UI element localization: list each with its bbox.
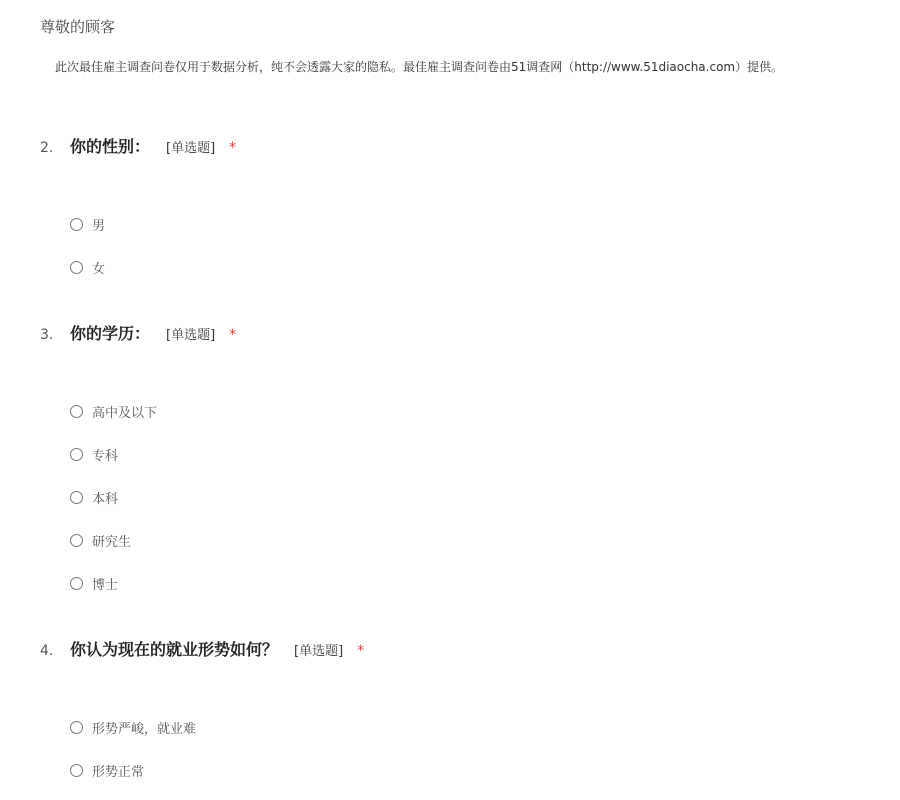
option-junior-college[interactable] <box>70 433 236 476</box>
option-label[interactable]: 专科 <box>92 449 119 464</box>
radio-button[interactable] <box>70 534 83 547</box>
required-marker: * <box>229 140 237 156</box>
radio-button[interactable] <box>70 721 83 734</box>
option-list <box>70 203 236 289</box>
question-title: 你认为现在的就业形势如何？ <box>70 640 279 659</box>
question-type-label: [单选题] <box>294 644 344 659</box>
option-female[interactable] <box>70 246 236 289</box>
intro-text: 此次最佳雇主调查问卷仅用于数据分析，纯不会透露大家的隐私。最佳雇主调查问卷由51调查网（http://www.51diaocha.com）提供。 <box>55 60 784 74</box>
radio-button[interactable] <box>70 577 83 590</box>
question-header <box>40 134 236 158</box>
question-gender <box>40 134 236 289</box>
option-label[interactable]: 高中及以下 <box>92 406 158 421</box>
question-number: 3. <box>40 327 54 343</box>
option-list <box>70 390 236 605</box>
option-doctorate[interactable] <box>70 562 236 605</box>
question-type-label: [单选题] <box>166 141 216 156</box>
radio-button[interactable] <box>70 491 83 504</box>
option-high-school[interactable] <box>70 390 236 433</box>
radio-button[interactable] <box>70 448 83 461</box>
question-number: 2. <box>40 140 54 156</box>
required-marker: * <box>357 643 365 659</box>
option-normal[interactable] <box>70 749 364 792</box>
option-label[interactable]: 男 <box>92 219 106 234</box>
radio-button[interactable] <box>70 261 83 274</box>
option-bachelor[interactable] <box>70 476 236 519</box>
greeting-heading: 尊敬的顾客 <box>40 18 116 36</box>
option-partially-visible[interactable] <box>70 792 364 800</box>
question-number: 4. <box>40 643 54 659</box>
option-label[interactable]: 女 <box>92 262 106 277</box>
radio-button[interactable] <box>70 405 83 418</box>
question-type-label: [单选题] <box>166 328 216 343</box>
required-marker: * <box>229 327 237 343</box>
option-label[interactable]: 本科 <box>92 492 119 507</box>
question-title: 你的学历： <box>70 324 151 343</box>
radio-button[interactable] <box>70 764 83 777</box>
question-employment <box>40 637 364 800</box>
question-header <box>40 321 236 345</box>
question-education <box>40 321 236 605</box>
option-label[interactable]: 博士 <box>92 578 119 593</box>
option-graduate[interactable] <box>70 519 236 562</box>
radio-button[interactable] <box>70 218 83 231</box>
question-header <box>40 637 364 661</box>
option-male[interactable] <box>70 203 236 246</box>
option-label[interactable]: 形势正常 <box>92 765 145 780</box>
option-list <box>70 706 364 800</box>
option-label[interactable]: 研究生 <box>92 535 132 550</box>
option-severe[interactable] <box>70 706 364 749</box>
question-title: 你的性别： <box>70 137 151 156</box>
option-label[interactable]: 形势严峻，就业难 <box>92 722 197 737</box>
